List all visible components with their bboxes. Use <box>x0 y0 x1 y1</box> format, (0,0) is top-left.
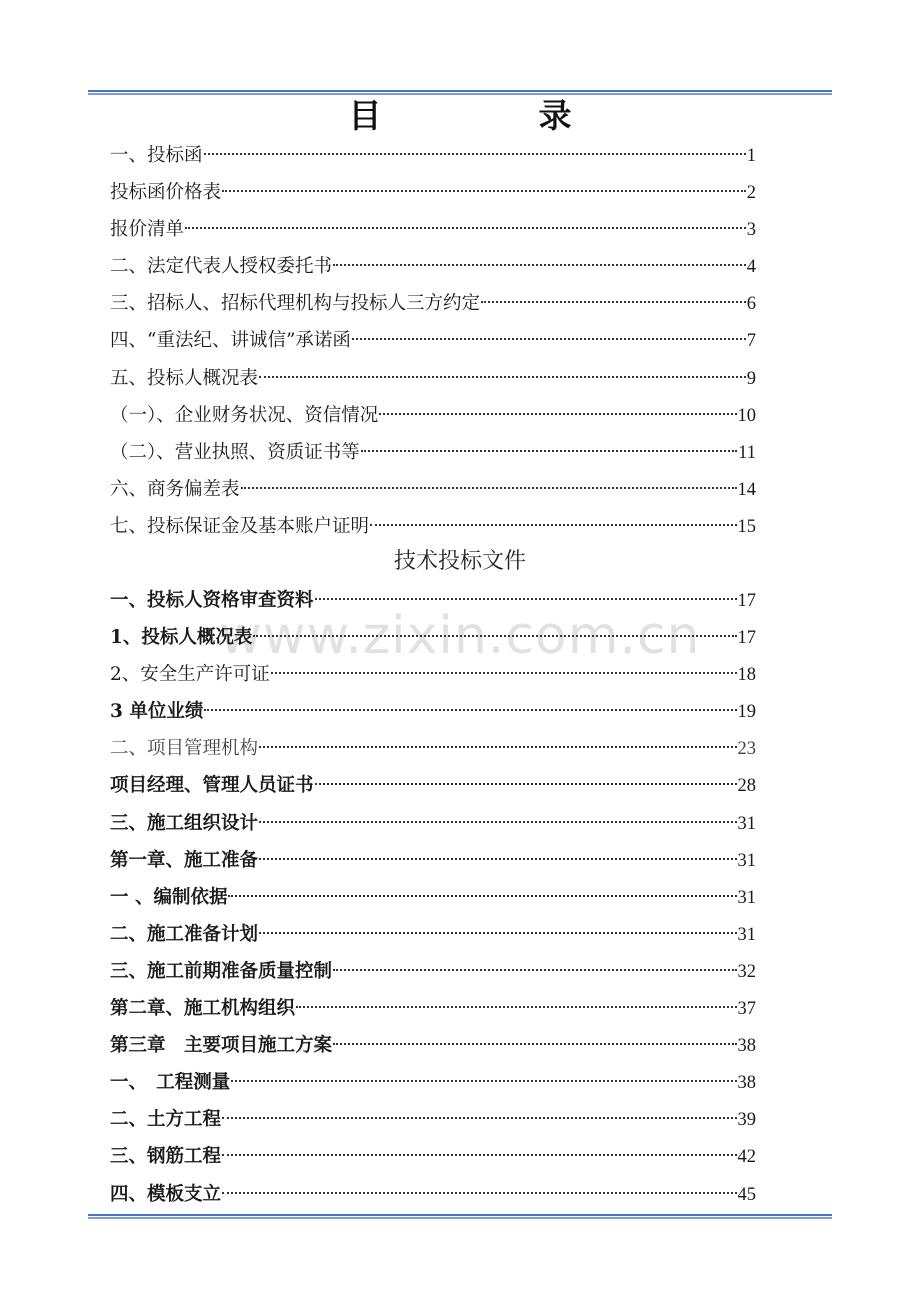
toc-entry-label: 二、法定代表人授权委托书 <box>110 256 333 278</box>
toc-entry[interactable] <box>110 771 756 808</box>
toc-entry-page: 11 <box>738 442 756 463</box>
toc-entry-label: 一 、编制依据 <box>110 886 228 908</box>
toc-entry[interactable] <box>110 846 756 883</box>
toc-entry-page: 39 <box>737 1110 756 1131</box>
toc-entry-label: 3 单位业绩 <box>110 701 204 723</box>
toc-entry-label: 三、招标人、招标代理机构与投标人三方约定 <box>110 293 481 315</box>
dot-leader <box>271 672 737 674</box>
toc-entry[interactable] <box>110 1105 756 1142</box>
toc-entry[interactable] <box>110 957 756 994</box>
toc-entry-label: 投标函价格表 <box>110 182 222 204</box>
dot-leader <box>333 1043 736 1045</box>
toc-entry[interactable] <box>110 1142 756 1179</box>
toc-entry-page: 9 <box>746 368 756 389</box>
toc-entry[interactable] <box>110 438 756 475</box>
toc-entry-label: 四、模板支立 <box>110 1183 222 1205</box>
toc-entry[interactable] <box>110 475 756 512</box>
toc-entry-page: 38 <box>737 1073 756 1094</box>
dot-leader <box>352 338 746 340</box>
toc-entry-label: 二、土方工程 <box>110 1109 222 1131</box>
dot-leader <box>333 264 746 266</box>
toc-entry[interactable] <box>110 141 756 178</box>
page-title: 目 录 <box>348 96 634 135</box>
dot-leader <box>481 301 746 303</box>
toc-entry-page: 38 <box>737 1036 756 1057</box>
toc-entry-page: 19 <box>737 702 756 723</box>
dot-leader <box>222 190 746 192</box>
dot-leader <box>259 858 736 860</box>
dot-leader <box>259 376 746 378</box>
dot-leader <box>259 746 736 748</box>
footer-rule <box>88 1214 832 1219</box>
dot-leader <box>204 153 746 155</box>
toc-entry[interactable] <box>110 1180 756 1217</box>
toc-entry[interactable] <box>110 401 756 438</box>
dot-leader <box>379 413 736 415</box>
toc-entry-label: 三、钢筋工程 <box>110 1146 222 1168</box>
toc-entry-label: 二、施工准备计划 <box>110 923 259 945</box>
dot-leader <box>333 969 736 971</box>
toc-entry-page: 1 <box>746 146 756 166</box>
dot-leader <box>296 1006 736 1008</box>
toc-entry[interactable] <box>110 215 756 252</box>
toc-entry-page: 31 <box>737 887 756 908</box>
toc-entry-label: （一）、企业财务状况、资信情况 <box>110 404 379 426</box>
toc-entry[interactable] <box>110 252 756 289</box>
toc-entry-label: 第二章、施工机构组织 <box>110 998 296 1020</box>
toc-entry-page: 37 <box>737 999 756 1020</box>
toc-entry[interactable] <box>110 994 756 1031</box>
dot-leader <box>222 1117 736 1119</box>
toc-entry-label: 四、“重法纪、讲诚信”承诺函 <box>110 330 351 352</box>
toc-entry-page: 17 <box>737 628 756 649</box>
toc-entry-label: 一、投标人资格审查资料 <box>110 590 314 611</box>
dot-leader <box>222 1192 736 1194</box>
toc-entry-page: 18 <box>737 665 756 686</box>
toc-entry-page: 17 <box>737 591 756 611</box>
toc-entry[interactable] <box>110 1068 756 1105</box>
toc-entry[interactable] <box>110 697 756 734</box>
toc-entry-label: 报价清单 <box>110 219 185 241</box>
dot-leader <box>222 1154 736 1156</box>
dot-leader <box>241 487 737 489</box>
toc-entry-label: 五、投标人概况表 <box>110 367 259 389</box>
toc-entry[interactable] <box>110 512 756 549</box>
toc-entry[interactable] <box>110 734 756 771</box>
dot-leader <box>253 635 736 637</box>
toc-entry-label: 第一章、施工准备 <box>110 849 259 871</box>
toc-entry-label: 三、施工组织设计 <box>110 812 259 834</box>
toc-entry[interactable] <box>110 660 756 697</box>
toc-entry-label: 一、 工程测量 <box>110 1072 231 1094</box>
toc-entry[interactable] <box>110 586 756 623</box>
toc-entry-label: 2、安全生产许可证 <box>110 664 270 686</box>
toc-entry-page: 23 <box>737 739 756 760</box>
toc-entry-label: 六、商务偏差表 <box>110 478 240 500</box>
dot-leader <box>259 821 736 823</box>
toc-entry[interactable] <box>110 920 756 957</box>
dot-leader <box>315 783 737 785</box>
toc-entry-page: 31 <box>737 924 756 945</box>
toc-entry-label: 一、投标函 <box>110 145 203 166</box>
dot-leader <box>228 895 736 897</box>
toc-entry[interactable] <box>110 364 756 401</box>
toc-entry-page: 4 <box>746 257 756 278</box>
watermark: www.zixin.com.cn <box>219 606 701 666</box>
toc-entry[interactable] <box>110 326 756 363</box>
dot-leader <box>315 598 737 600</box>
toc-entry-page: 7 <box>746 331 756 352</box>
dot-leader <box>231 1080 736 1082</box>
toc-entry-page: 31 <box>737 850 756 871</box>
toc-entry-page: 15 <box>737 516 756 537</box>
toc-entry-label: 项目经理、管理人员证书 <box>110 775 314 797</box>
toc-technical-section <box>110 586 756 1217</box>
dot-leader <box>259 932 736 934</box>
toc-entry[interactable] <box>110 883 756 920</box>
toc-entry-label: 第三章 主要项目施工方案 <box>110 1035 333 1057</box>
toc-entry-page: 28 <box>737 776 756 797</box>
dot-leader <box>361 450 737 452</box>
toc-entry-page: 14 <box>737 479 756 500</box>
toc-entry-label: 七、投标保证金及基本账户证明 <box>110 515 370 537</box>
toc-entry[interactable] <box>110 809 756 846</box>
toc-entry-label: （二）、营业执照、资质证书等 <box>110 441 360 463</box>
section-header: 技术投标文件 <box>393 549 526 574</box>
toc-entry-page: 32 <box>737 961 756 982</box>
toc-commercial-section <box>110 141 756 549</box>
toc-entry-label: 三、施工前期准备质量控制 <box>110 960 333 982</box>
toc-entry-page: 2 <box>746 183 756 204</box>
toc-entry-label: 1、投标人概况表 <box>110 627 253 649</box>
toc-entry-page: 31 <box>737 813 756 834</box>
toc-entry-page: 6 <box>746 294 756 315</box>
toc-entry[interactable] <box>110 289 756 326</box>
toc-entry[interactable] <box>110 178 756 215</box>
toc-entry-page: 45 <box>737 1184 756 1205</box>
toc-entry-page: 42 <box>737 1147 756 1168</box>
toc-entry[interactable] <box>110 1031 756 1068</box>
dot-leader <box>370 524 736 526</box>
dot-leader <box>204 709 736 711</box>
toc-entry-page: 10 <box>737 405 756 426</box>
toc-entry-page: 3 <box>746 220 756 241</box>
toc-entry[interactable] <box>110 623 756 660</box>
dot-leader <box>185 227 746 229</box>
toc-entry-label: 二、项目管理机构 <box>110 738 259 760</box>
